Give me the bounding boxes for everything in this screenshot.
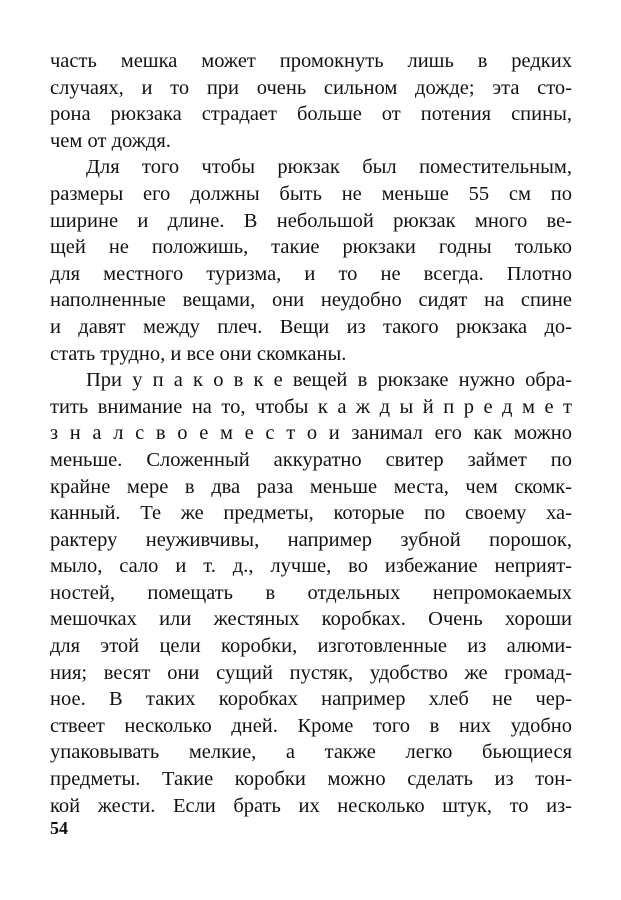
text-line: ностей, помещать в отдельных непромокаемых <box>50 581 572 604</box>
text-line: размеры его должны быть не меньше 55 см по <box>50 182 572 205</box>
text-line: з н а л с в о е м е с т о и занимал его как можно <box>50 422 572 445</box>
text-line: меньше. Сложенный аккуратно свитер займет по <box>50 448 572 471</box>
text-line: чем от дождя. <box>50 129 171 152</box>
text-line: Для того чтобы рюкзак был поместительным, <box>86 156 572 179</box>
text-line: и давят между плеч. Вещи из такого рюкзака до- <box>50 315 572 338</box>
text-line: часть мешка может промокнуть лишь в редких <box>50 50 572 72</box>
text-line: случаях, и то при очень сильном дожде; эта сто- <box>50 76 572 99</box>
text-line: При у п а к о в к е вещей в рюкзаке нужно обра- <box>86 369 572 392</box>
text-line: канный. Те же предметы, которые по своему ха- <box>50 502 572 525</box>
text-line: рона рюкзака страдает больше от потения спины, <box>50 103 572 126</box>
text-line: предметы. Такие коробки можно сделать из тон- <box>50 768 572 791</box>
text-line: для этой цели коробки, изготовленные из алюми- <box>50 635 572 658</box>
text-line: ширине и длине. В небольшой рюкзак много ве- <box>50 209 572 232</box>
text-line: ное. В таких коробках например хлеб не чер- <box>50 688 572 711</box>
page-text <box>50 48 572 819</box>
text-line: мешочках или жестяных коробках. Очень хороши <box>50 608 572 631</box>
text-line: ствеет несколько дней. Кроме того в них удобно <box>50 714 572 737</box>
text-line: наполненные вещами, они неудобно сидят на спине <box>50 289 572 312</box>
text-line: мыло, сало и т. д., лучше, во избежание неприят- <box>50 555 572 578</box>
text-line: ния; весят они сущий пустяк, удобство же громад- <box>50 661 572 684</box>
text-line: для местного туризма, и то не всегда. Плотно <box>50 262 572 285</box>
text-line: рактеру неуживчивы, например зубной порошок, <box>50 528 572 551</box>
text-line: стать трудно, и все они скомканы. <box>50 342 347 365</box>
text-line: крайне мере в два раза меньше места, чем скомк- <box>50 475 572 498</box>
text-line: тить внимание на то, чтобы к а ж д ы й п р е д м е т <box>50 395 572 418</box>
text-line: щей не положишь, такие рюкзаки годны только <box>50 236 572 259</box>
text-line: упаковывать мелкие, а также легко бьющиеся <box>50 741 572 764</box>
text-line: кой жести. Если брать их несколько штук, то из- <box>50 794 572 817</box>
page-number: 54 <box>50 818 68 838</box>
